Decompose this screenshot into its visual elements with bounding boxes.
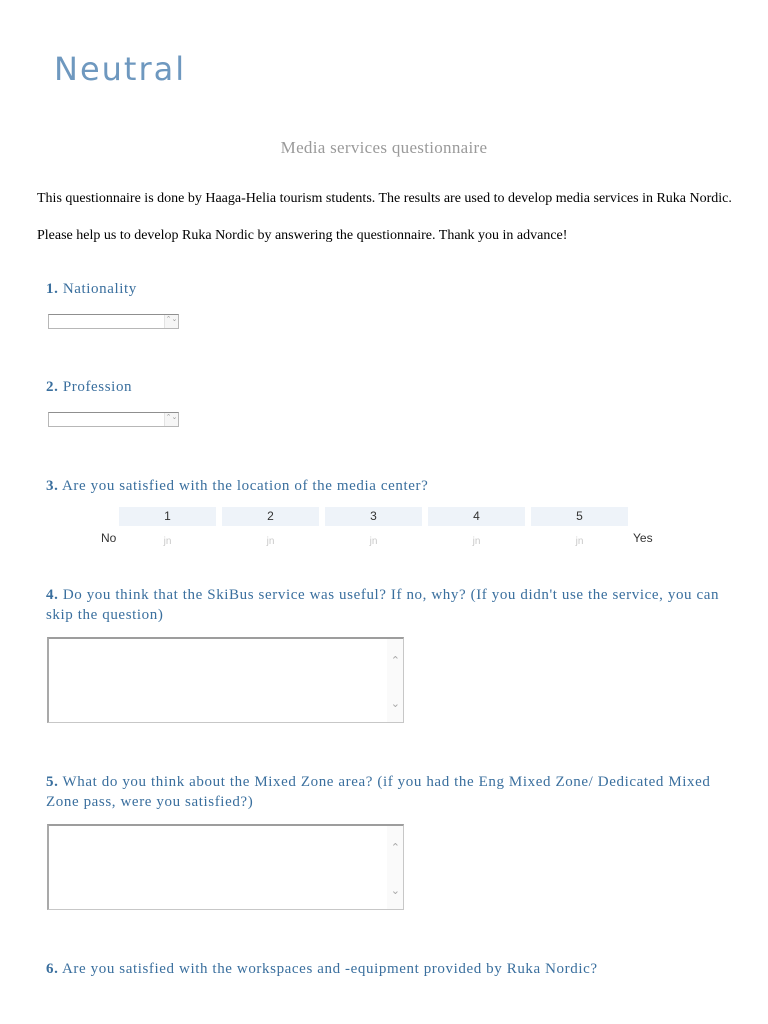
question-6-label — [46, 959, 736, 979]
question-number: 3. — [46, 478, 59, 494]
scroll-up-icon[interactable]: ⌃ — [390, 654, 400, 667]
question-number: 2. — [46, 379, 59, 395]
question-text: Are you satisfied with the workspaces and -equipment provided by Ruka Nordic? — [61, 961, 598, 977]
skibus-answer-textarea[interactable] — [47, 637, 404, 723]
question-text: Are you satisfied with the location of the media center? — [61, 478, 429, 494]
question-text: Do you think that the SkiBus service was useful? If no, why? (If you didn't use the service, you can skip the question) — [46, 587, 720, 623]
scale-option-5-header: 5 — [531, 507, 628, 526]
profession-select[interactable] — [48, 412, 179, 427]
question-text: Profession — [62, 379, 133, 395]
scroll-down-icon[interactable]: ⌄ — [390, 884, 400, 897]
scale-option-4-header: 4 — [428, 507, 525, 526]
scale-high-label: Yes — [633, 531, 653, 545]
scale-radio-4[interactable]: jn — [472, 536, 481, 547]
question-text: Nationality — [62, 281, 137, 297]
question-number: 4. — [46, 587, 59, 603]
select-arrows-icon: ⌃⌄ — [164, 413, 178, 426]
question-3-label — [46, 476, 736, 496]
textarea-scrollbar[interactable] — [387, 826, 403, 909]
brand-logo: Neutral — [54, 50, 187, 88]
survey-title: Media services questionnaire — [280, 138, 488, 157]
question-2-label — [46, 377, 736, 397]
scale-option-2-header: 2 — [222, 507, 319, 526]
scale-low-label: No — [101, 531, 117, 545]
scale-option-3-header: 3 — [325, 507, 422, 526]
question-number: 6. — [46, 961, 59, 977]
scale-radio-3[interactable]: jn — [369, 536, 378, 547]
textarea-scrollbar[interactable] — [387, 639, 403, 722]
question-1-label — [46, 279, 736, 299]
nationality-select[interactable] — [48, 314, 179, 329]
scroll-down-icon[interactable]: ⌄ — [390, 697, 400, 710]
scale-radio-2[interactable]: jn — [266, 536, 275, 547]
scale-radio-5[interactable]: jn — [575, 536, 584, 547]
question-number: 1. — [46, 281, 59, 297]
scale-radio-1[interactable]: jn — [163, 536, 172, 547]
question-number: 5. — [46, 774, 59, 790]
intro-text-2: Please help us to develop Ruka Nordic by answering the questionnaire. Thank you in advance! — [37, 228, 568, 243]
intro-text-1: This questionnaire is done by Haaga-Helia tourism students. The results are used to develop media services in Ruka Nordic. — [37, 191, 732, 206]
scale-option-1-header: 1 — [119, 507, 216, 526]
mixed-zone-answer-textarea[interactable] — [47, 824, 404, 910]
question-text: What do you think about the Mixed Zone area? (if you had the Eng Mixed Zone/ Dedicated Mixed Zone pass, were you satisfied?) — [46, 774, 711, 810]
scroll-up-icon[interactable]: ⌃ — [390, 841, 400, 854]
select-arrows-icon: ⌃⌄ — [164, 315, 178, 328]
question-4-label — [46, 585, 736, 625]
question-5-label — [46, 772, 736, 812]
